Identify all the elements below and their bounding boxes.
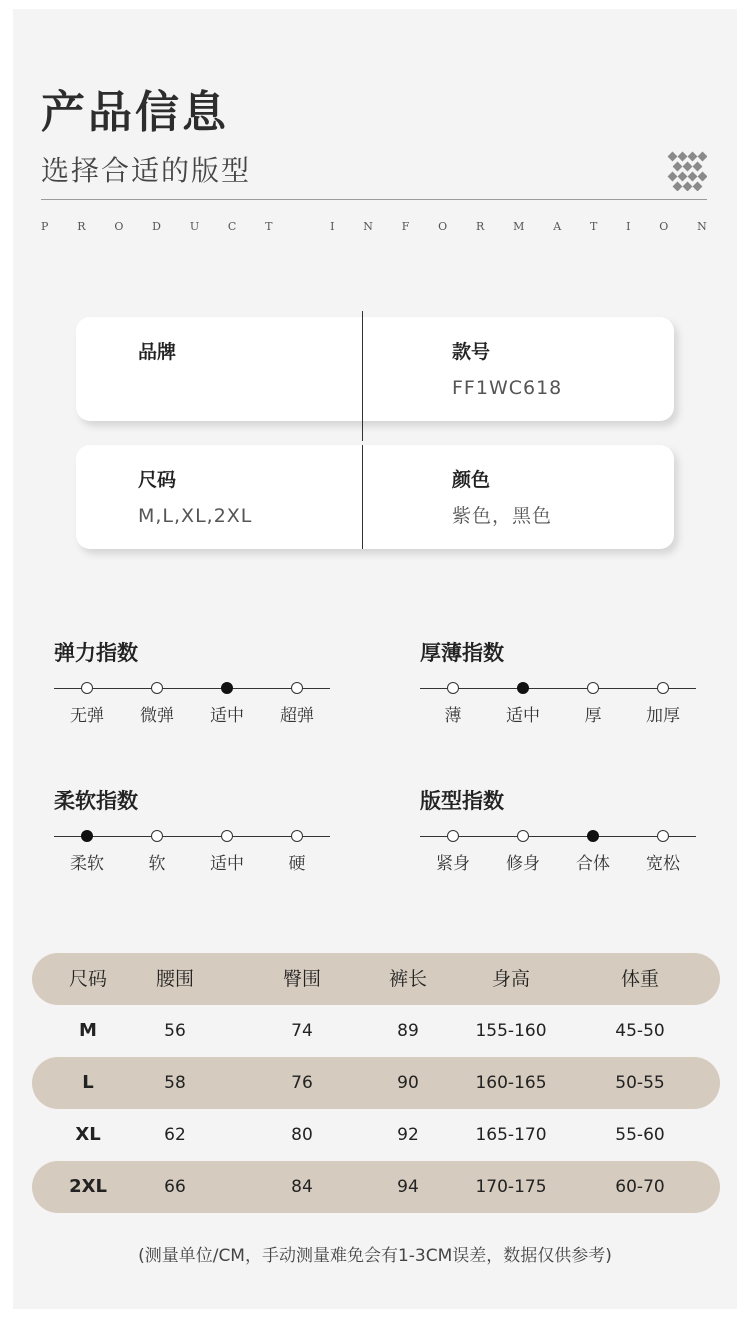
size-cell — [138, 467, 252, 529]
table-cell: 89 — [397, 1021, 419, 1041]
english-letter: T — [589, 220, 598, 233]
scale-dot-icon — [221, 830, 233, 842]
table-cell: 165-170 — [475, 1125, 547, 1145]
table-cell: 94 — [397, 1177, 419, 1197]
product-info-panel — [13, 9, 737, 1309]
table-cell: 50-55 — [615, 1073, 665, 1093]
english-letter: N — [697, 220, 707, 233]
table-cell: 80 — [291, 1125, 313, 1145]
color-cell — [452, 467, 552, 529]
table-header-cell: 身高 — [491, 968, 531, 990]
index-stop — [122, 682, 192, 726]
index-stop — [488, 830, 558, 874]
scale-dot-icon — [587, 830, 599, 842]
index-stop — [558, 830, 628, 874]
table-row — [32, 1005, 720, 1057]
diamond-dots-icon — [667, 151, 707, 191]
table-cell: 160-165 — [475, 1073, 547, 1093]
table-header-cell: 臀围 — [282, 968, 322, 990]
stop-label: 宽松 — [646, 854, 680, 874]
scale-dot-icon — [151, 830, 163, 842]
stop-label: 超弹 — [280, 706, 314, 726]
card-divider-top — [362, 311, 363, 441]
table-cell-size: 2XL — [69, 1176, 107, 1197]
index-title: 版型指数 — [420, 789, 504, 813]
size-label: 尺码 — [138, 469, 177, 491]
index-softness — [54, 785, 330, 895]
scale-dot-icon — [221, 682, 233, 694]
table-row — [32, 1057, 720, 1109]
english-heading — [41, 220, 707, 233]
table-cell: 170-175 — [475, 1177, 547, 1197]
english-letter: O — [438, 220, 448, 233]
table-header-cell: 裤长 — [388, 968, 428, 990]
table-header-cell: 腰围 — [155, 968, 195, 990]
english-letter: F — [401, 220, 410, 233]
scale-dot-icon — [81, 830, 93, 842]
scale-dot-icon — [657, 682, 669, 694]
table-cell: 62 — [164, 1125, 186, 1145]
table-cell: 90 — [397, 1073, 419, 1093]
table-row — [32, 1161, 720, 1213]
table-cell: 84 — [291, 1177, 313, 1197]
scale-dot-icon — [447, 682, 459, 694]
stop-label: 合体 — [576, 854, 610, 874]
index-stop — [262, 830, 332, 874]
english-letter: I — [330, 220, 335, 233]
table-cell: 56 — [164, 1021, 186, 1041]
scale-dot-icon — [81, 682, 93, 694]
index-stop — [192, 830, 262, 874]
table-header-cell: 体重 — [620, 968, 660, 990]
page-title: 产品信息 — [41, 87, 229, 138]
english-letter: T — [265, 220, 273, 233]
table-cell-size: XL — [75, 1124, 101, 1145]
measurement-note: (测量单位/CM，手动测量难免会有1-3CM误差，数据仅供参考) — [138, 1246, 612, 1266]
index-stop — [52, 830, 122, 874]
english-letter: O — [114, 220, 124, 233]
english-letter: I — [626, 220, 631, 233]
index-title: 柔软指数 — [54, 789, 138, 813]
english-letter: R — [476, 220, 485, 233]
style-no-label: 款号 — [452, 341, 491, 363]
index-stop — [628, 682, 698, 726]
table-cell: 74 — [291, 1021, 313, 1041]
size-value: M,L,XL,2XL — [138, 505, 253, 527]
table-cell: 76 — [291, 1073, 313, 1093]
stop-label: 紧身 — [436, 854, 470, 874]
table-cell-size: M — [79, 1020, 97, 1041]
index-title: 厚薄指数 — [420, 641, 504, 665]
table-cell: 66 — [164, 1177, 186, 1197]
stop-label: 硬 — [288, 854, 306, 874]
index-fit — [420, 785, 696, 895]
english-letter: M — [513, 220, 525, 233]
english-letter: R — [77, 220, 86, 233]
stop-label: 柔软 — [70, 854, 104, 874]
table-cell: 58 — [164, 1073, 186, 1093]
scale-dot-icon — [151, 682, 163, 694]
table-cell: 55-60 — [615, 1125, 665, 1145]
scale-dot-icon — [657, 830, 669, 842]
english-letter: P — [41, 220, 49, 233]
style-no-value: FF1WC618 — [452, 377, 563, 399]
index-title: 弹力指数 — [54, 641, 138, 665]
stop-label: 无弹 — [70, 706, 104, 726]
scale-dot-icon — [517, 830, 529, 842]
english-letter: A — [553, 220, 562, 233]
stop-label: 厚 — [584, 706, 602, 726]
stop-label: 适中 — [210, 706, 244, 726]
index-stop — [488, 682, 558, 726]
stop-label: 微弹 — [140, 706, 174, 726]
stop-label: 加厚 — [646, 706, 680, 726]
english-letter: U — [189, 220, 200, 233]
size-chart-table — [32, 953, 720, 1213]
page-subtitle: 选择合适的版型 — [41, 154, 252, 187]
scale-dot-icon — [291, 682, 303, 694]
table-cell: 60-70 — [615, 1177, 665, 1197]
stop-label: 适中 — [210, 854, 244, 874]
color-value: 紫色，黑色 — [452, 505, 553, 527]
index-stop — [558, 682, 628, 726]
info-card-brand-style — [76, 317, 674, 421]
english-letter: C — [227, 220, 237, 233]
index-stop — [122, 830, 192, 874]
index-stop — [418, 830, 488, 874]
english-letter: D — [152, 220, 161, 233]
brand-cell — [138, 339, 176, 375]
stop-label: 修身 — [506, 854, 540, 874]
index-elasticity — [54, 637, 330, 747]
index-stop — [418, 682, 488, 726]
brand-label: 品牌 — [138, 341, 177, 363]
table-cell: 45-50 — [615, 1021, 665, 1041]
scale-dot-icon — [447, 830, 459, 842]
index-stop — [192, 682, 262, 726]
scale-dot-icon — [291, 830, 303, 842]
info-card-size-color — [76, 445, 674, 549]
card-divider-bottom — [362, 445, 363, 549]
table-header-row — [32, 953, 720, 1005]
table-cell-size: L — [82, 1072, 94, 1093]
english-letter: O — [659, 220, 669, 233]
table-cell: 155-160 — [475, 1021, 547, 1041]
stop-label: 薄 — [444, 706, 462, 726]
table-cell: 92 — [397, 1125, 419, 1145]
index-thickness — [420, 637, 696, 747]
scale-dot-icon — [587, 682, 599, 694]
index-stop — [628, 830, 698, 874]
table-header-cell: 尺码 — [68, 968, 108, 990]
index-stop — [52, 682, 122, 726]
header-divider — [41, 199, 707, 200]
table-row — [32, 1109, 720, 1161]
style-no-cell — [452, 339, 562, 401]
index-stop — [262, 682, 332, 726]
scale-dot-icon — [517, 682, 529, 694]
english-letter: N — [363, 220, 373, 233]
stop-label: 软 — [148, 854, 166, 874]
color-label: 颜色 — [452, 469, 491, 491]
stop-label: 适中 — [506, 706, 540, 726]
